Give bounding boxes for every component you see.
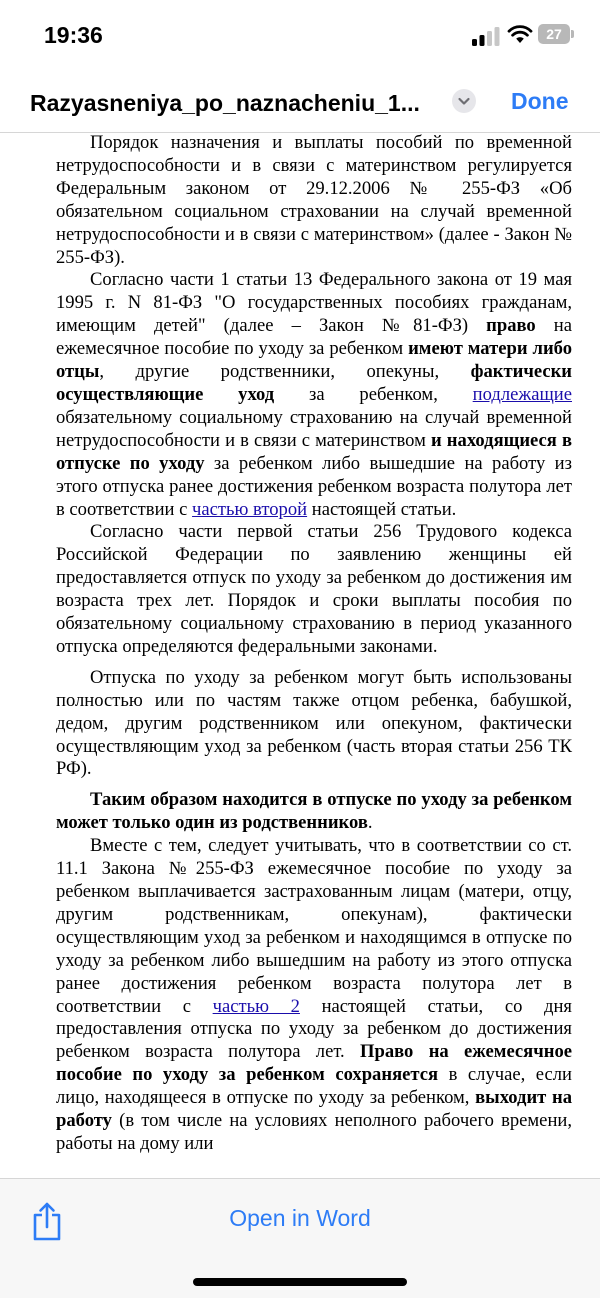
paragraph-4: Отпуска по уходу за ребенком могут быть использованы полностью или по частям также отцом ребенка, бабушкой, дедом, другим родственником или опекуном, фактически осуществляющим уход за ребенком (часть вторая статьи 256 ТК РФ). <box>56 666 572 780</box>
document-viewer[interactable] <box>0 133 600 1178</box>
battery-level: 27 <box>538 24 570 44</box>
paragraph-3: Согласно части первой статьи 256 Трудового кодекса Российской Федерации по заявлению женщины ей предоставляется отпуск по уходу за ребенком до достижения им возраста трех лет. Порядок и сроки выплаты пособия по обязательному социальному страхованию в период указанного отпуска определяются федеральными законами. <box>56 521 572 657</box>
wifi-icon <box>507 24 533 44</box>
cellular-signal-icon <box>472 26 502 46</box>
paragraph-6: Вместе с тем, следует учитывать, что в соответствии со ст. 11.1 Закона №255-ФЗ ежемесячное пособие по уходу за ребенком выплачивается застрахованным лицам (матери, отцу, другим родственникам, опекунам), фактически осуществляющим уход за ребенком и находящимся в отпуске по уходу за ребенком либо вышедшим на работу из этого отпуска ранее достижения ребенком возраста полутора лет в соответствии с частью 2 настоящей статьи, со дня предоставления отпуска по уходу за ребенком до достижения ребенком возраста полутора лет. Право на ежемесячное пособие по уходу за ребенком сохраняется в случае, если лицо, находящееся в отпуске по уходу за ребенком, выходит на работу (в том числе на условиях неполного рабочего времени, работы на дому или <box>56 835 572 1154</box>
paragraph-5: Таким образом находится в отпуске по уходу за ребенком может только один из родственников. <box>56 789 572 834</box>
done-button[interactable]: Done <box>511 88 569 114</box>
link-chastyu-2[interactable]: частью 2 <box>212 995 300 1017</box>
status-time: 19:36 <box>44 22 103 48</box>
bottom-toolbar <box>0 1178 600 1298</box>
link-chastyu-vtoroy[interactable]: частью второй <box>192 498 308 520</box>
paragraph-2: Согласно части 1 статьи 13 Федерального закона от 19 мая 1995 г. N 81-ФЗ "О государственных пособиях гражданам, имеющим детей" (далее – Закон №81-ФЗ) право на ежемесячное пособие по уходу за ребенком имеют матери либо отцы, другие родственники, опекуны, фактически осуществляющие уход за ребенком, подлежащие обязательному социальному страхованию на случай временной нетрудоспособности и в связи с материнством и находящиеся в отпуске по уходу за ребенком либо вышедшие на работу из этого отпуска ранее достижения ребенком возраста полутора лет в соответствии с частью второй настоящей статьи. <box>56 269 572 520</box>
title-menu-button[interactable] <box>452 89 476 113</box>
paragraph-1: Порядок назначения и выплаты пособий по временной нетрудоспособности и в связи с материнством регулируется Федеральным законом от 29.12.2006 № 255-ФЗ «Об обязательном социальном страховании на случай временной нетрудоспособности и в связи с материнством» (далее - Закон № 255-ФЗ). <box>56 133 572 268</box>
document-body <box>56 133 572 1156</box>
status-bar <box>0 0 600 70</box>
home-indicator <box>193 1278 407 1286</box>
open-in-word-button[interactable]: Open in Word <box>229 1205 371 1231</box>
link-podlezhashchie[interactable]: подлежащие <box>472 383 572 405</box>
nav-bar <box>0 70 600 133</box>
battery-icon <box>538 24 576 46</box>
chevron-down-icon <box>452 89 476 113</box>
document-title[interactable]: Razyasneniya_po_naznacheniu_1... <box>30 90 420 116</box>
